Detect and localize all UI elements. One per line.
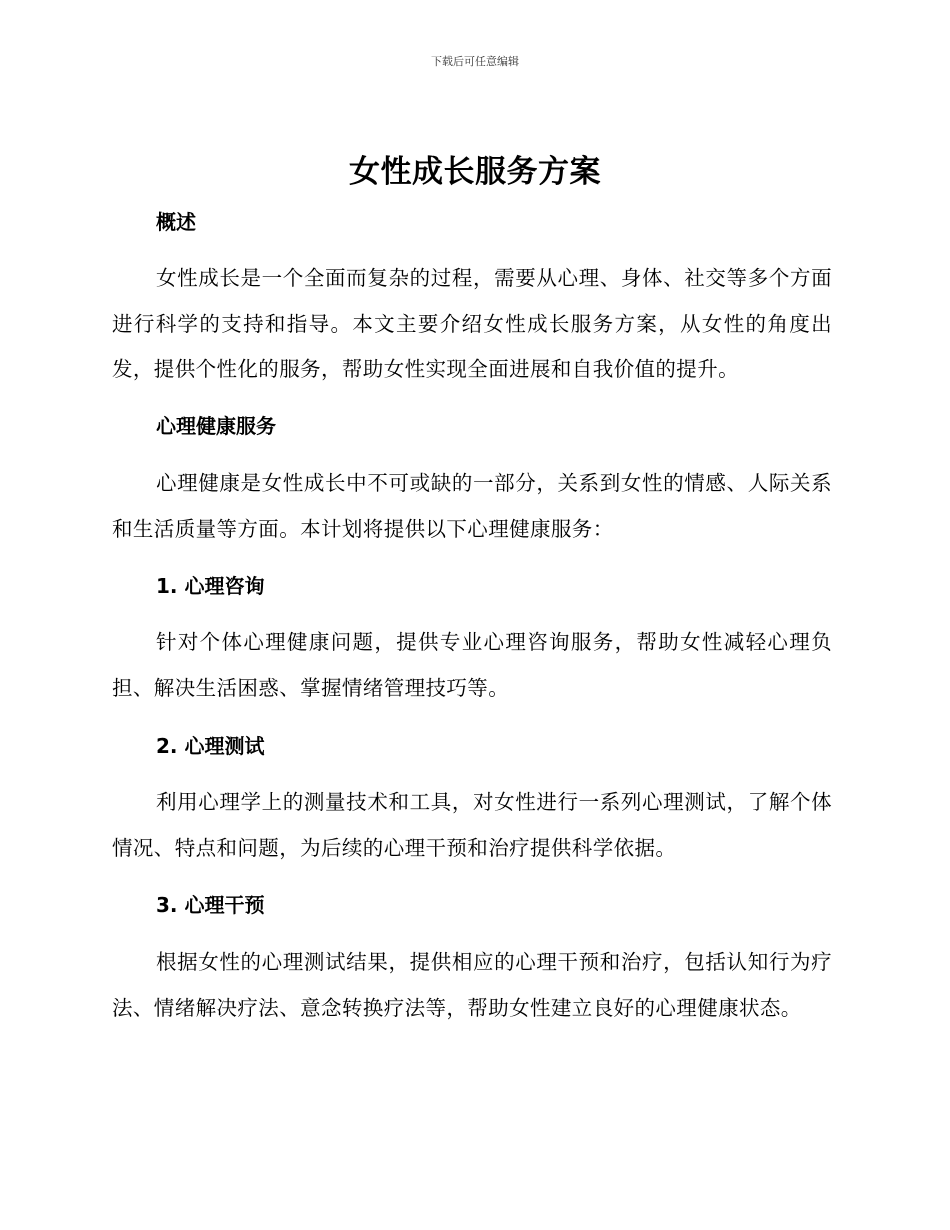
section-body-overview: 女性成长是一个全面而复杂的过程，需要从心理、身体、社交等多个方面进行科学的支持和指导。本文主要介绍女性成长服务方案，从女性的角度出发，提供个性化的服务，帮助女性实现全面进展和自我价值的提升。 (112, 266, 832, 381)
section-heading-testing: 2. 心理测试 (156, 734, 265, 758)
section-heading-intervention: 3. 心理干预 (156, 893, 265, 917)
section-heading-overview: 概述 (156, 210, 196, 234)
section-body-counseling: 针对个体心理健康问题，提供专业心理咨询服务，帮助女性减轻心理负担、解决生活困惑、掌握情绪管理技巧等。 (112, 630, 832, 700)
section-heading-mental-health: 心理健康服务 (156, 414, 276, 438)
section-body-mental-health: 心理健康是女性成长中不可或缺的一部分，关系到女性的情感、人际关系和生活质量等方面。本计划将提供以下心理健康服务： (112, 471, 832, 541)
section-body-testing: 利用心理学上的测量技术和工具，对女性进行一系列心理测试，了解个体情况、特点和问题，为后续的心理干预和治疗提供科学依据。 (112, 790, 832, 860)
section-heading-counseling: 1. 心理咨询 (156, 574, 265, 598)
section-body-intervention: 根据女性的心理测试结果，提供相应的心理干预和治疗，包括认知行为疗法、情绪解决疗法、意念转换疗法等，帮助女性建立良好的心理健康状态。 (112, 950, 832, 1020)
document-title: 女性成长服务方案 (349, 154, 601, 190)
page-header-note: 下载后可任意编辑 (431, 55, 519, 68)
